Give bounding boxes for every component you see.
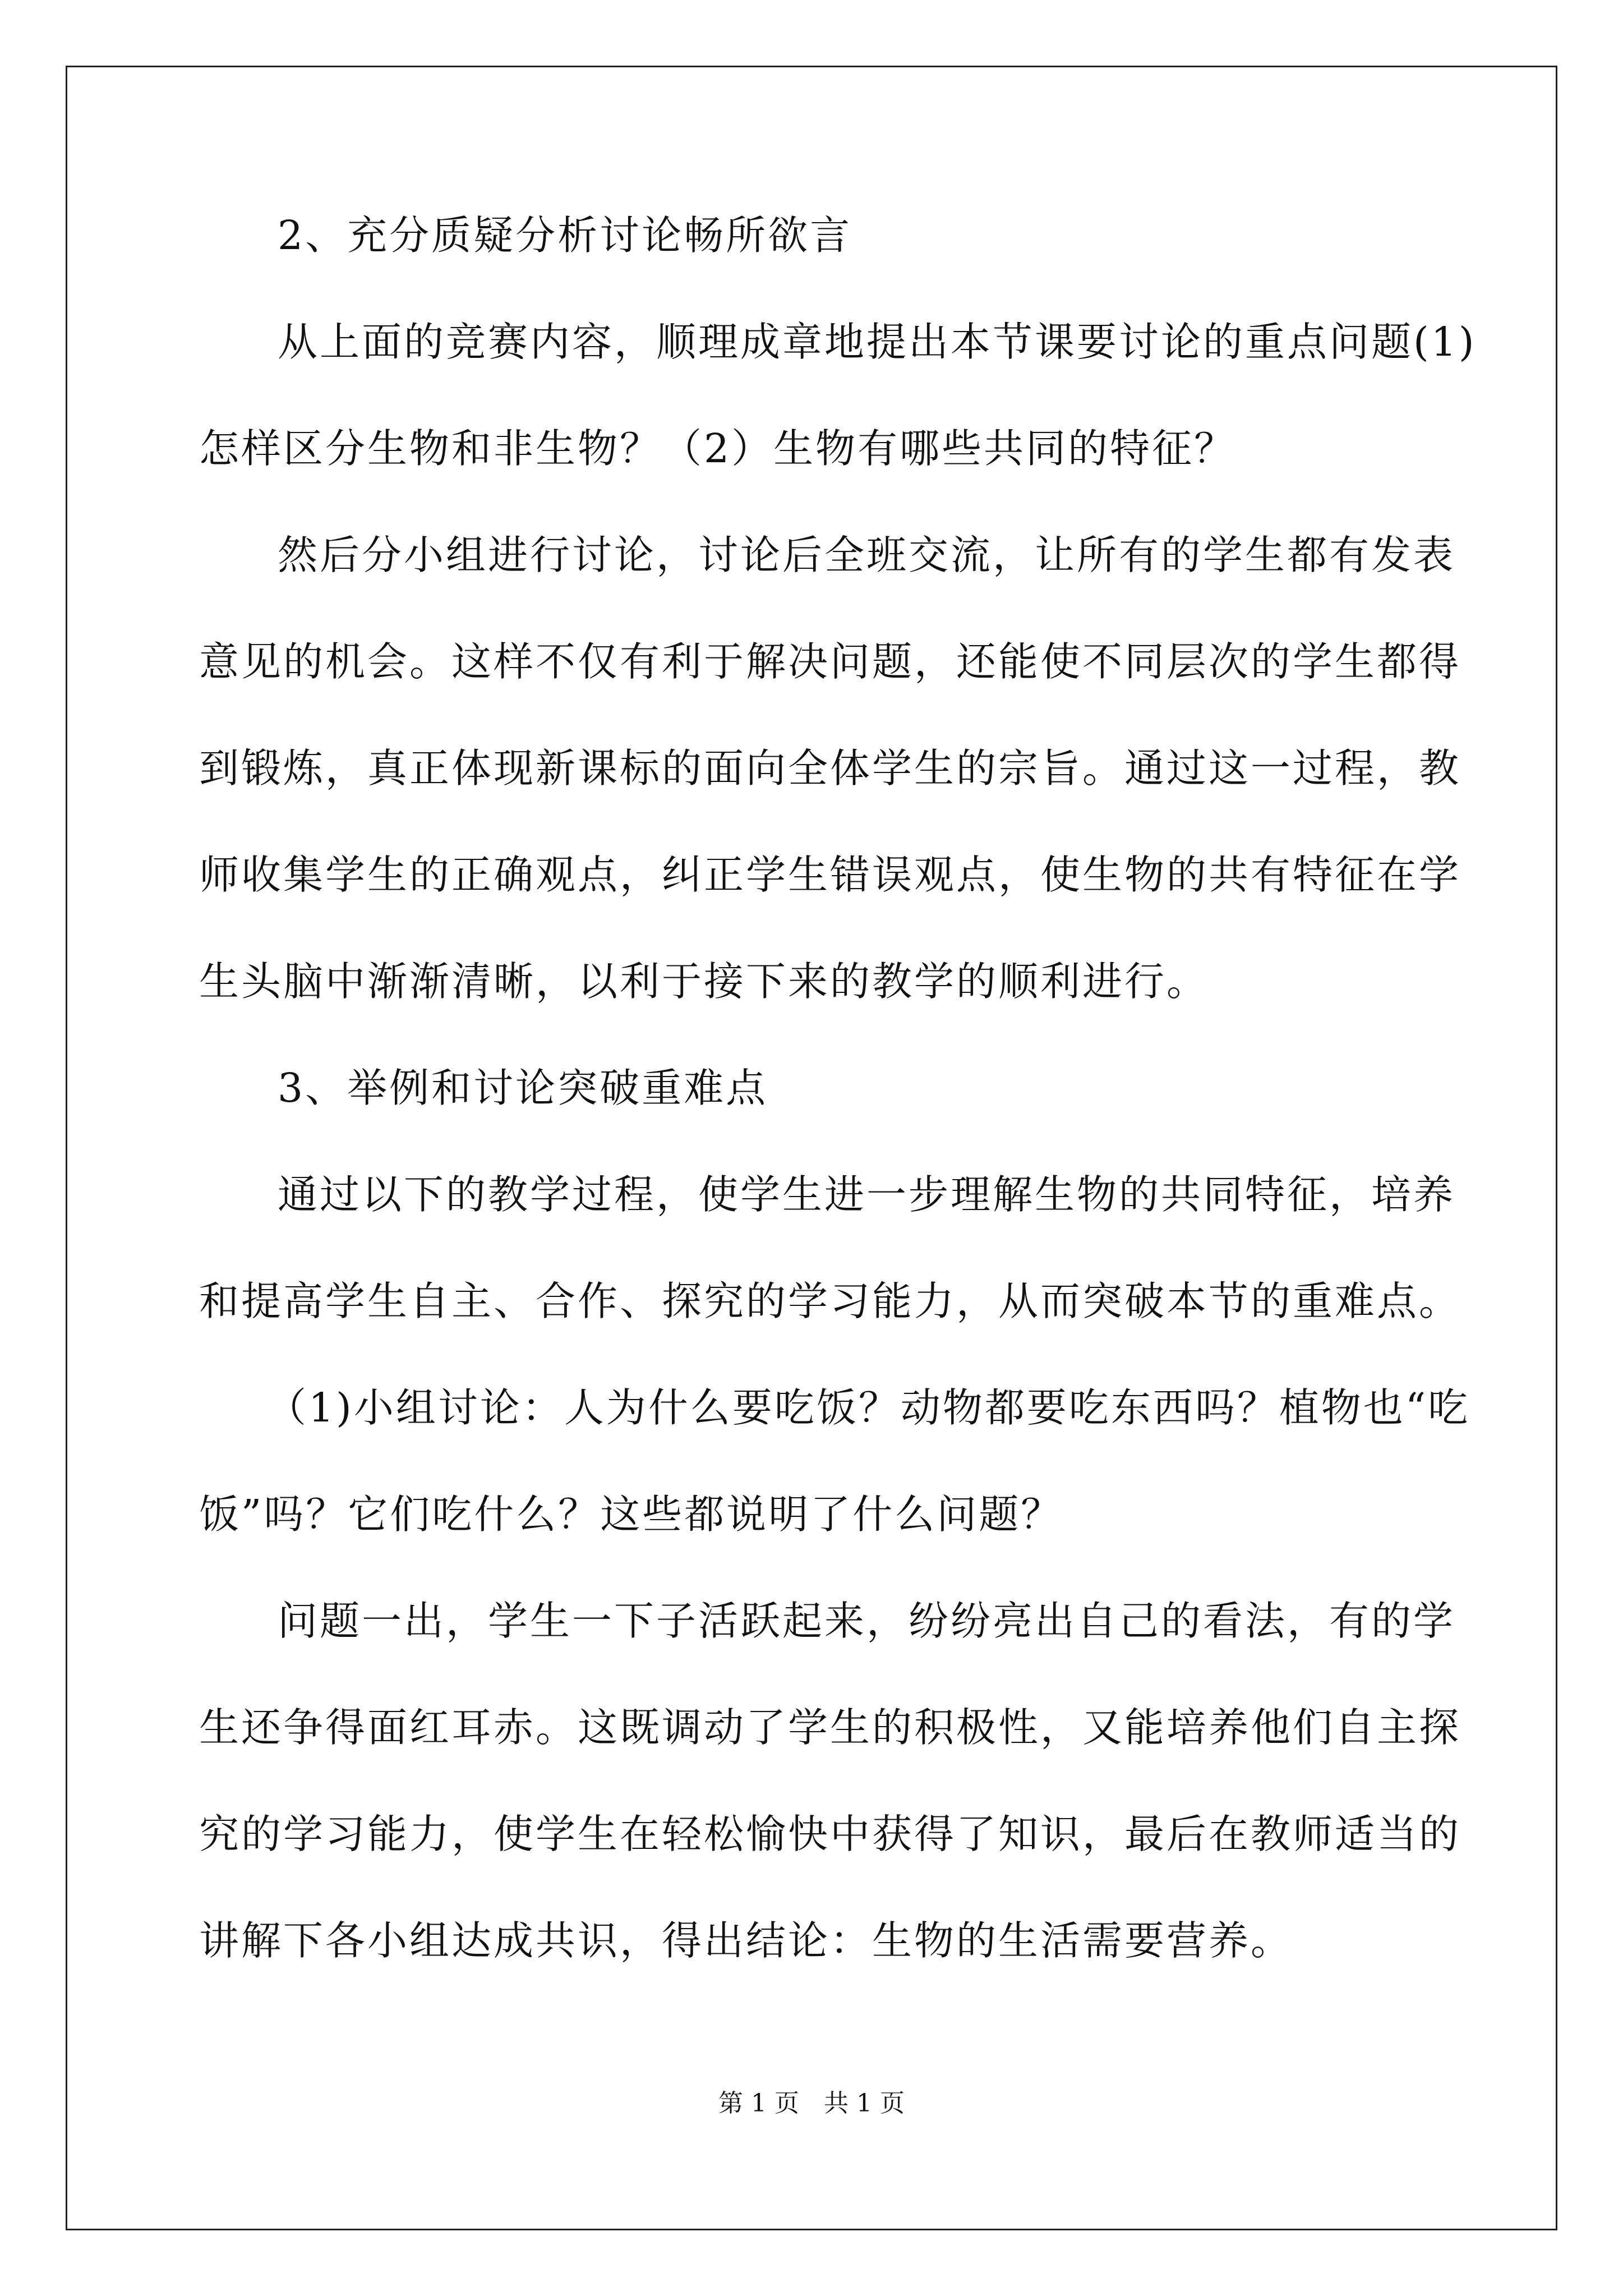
heading-3: 3、举例和讨论突破重难点 [278, 1065, 768, 1111]
paragraph-line: 到锻炼，真正体现新课标的面向全体学生的宗旨。通过这一过程，教 [199, 745, 1461, 792]
paragraph-line: 饭”吗？它们吃什么？这些都说明了什么问题？ [199, 1491, 1063, 1538]
paragraph-line: 讲解下各小组达成共识，得出结论：生物的生活需要营养。 [199, 1917, 1293, 1964]
paragraph-line: 生还争得面红耳赤。这既调动了学生的积极性，又能培养他们自主探 [199, 1704, 1461, 1751]
paragraph-line: 意见的机会。这样不仅有利于解决问题，还能使不同层次的学生都得 [199, 638, 1461, 685]
paragraph-line: 然后分小组进行讨论，讨论后全班交流，让所有的学生都有发表 [278, 532, 1456, 578]
paragraph-line: 究的学习能力，使学生在轻松愉快中获得了知识，最后在教师适当的 [199, 1811, 1461, 1857]
page-border [66, 66, 1557, 2230]
paragraph-line: 生头脑中渐渐清晰，以利于接下来的教学的顺利进行。 [199, 958, 1209, 1005]
paragraph-line: 和提高学生自主、合作、探究的学习能力，从而突破本节的重难点。 [199, 1278, 1461, 1324]
paragraph-line: 通过以下的教学过程，使学生进一步理解生物的共同特征，培养 [278, 1171, 1456, 1218]
paragraph-line: 怎样区分生物和非生物？（2）生物有哪些共同的特征？ [199, 425, 1237, 472]
page-number-footer: 第 1 页 共 1 页 [718, 2089, 905, 2118]
paragraph-line: 从上面的竞赛内容，顺理成章地提出本节课要讨论的重点问题(1) [278, 319, 1477, 365]
heading-2: 2、充分质疑分析讨论畅所欲言 [278, 212, 852, 259]
paragraph-line: 师收集学生的正确观点，纠正学生错误观点，使生物的共有特征在学 [199, 852, 1461, 898]
paragraph-line: （1)小组讨论：人为什么要吃饭？动物都要吃东西吗？植物也“吃 [266, 1384, 1470, 1431]
paragraph-line: 问题一出，学生一下子活跃起来，纷纷亮出自己的看法，有的学 [278, 1598, 1456, 1644]
